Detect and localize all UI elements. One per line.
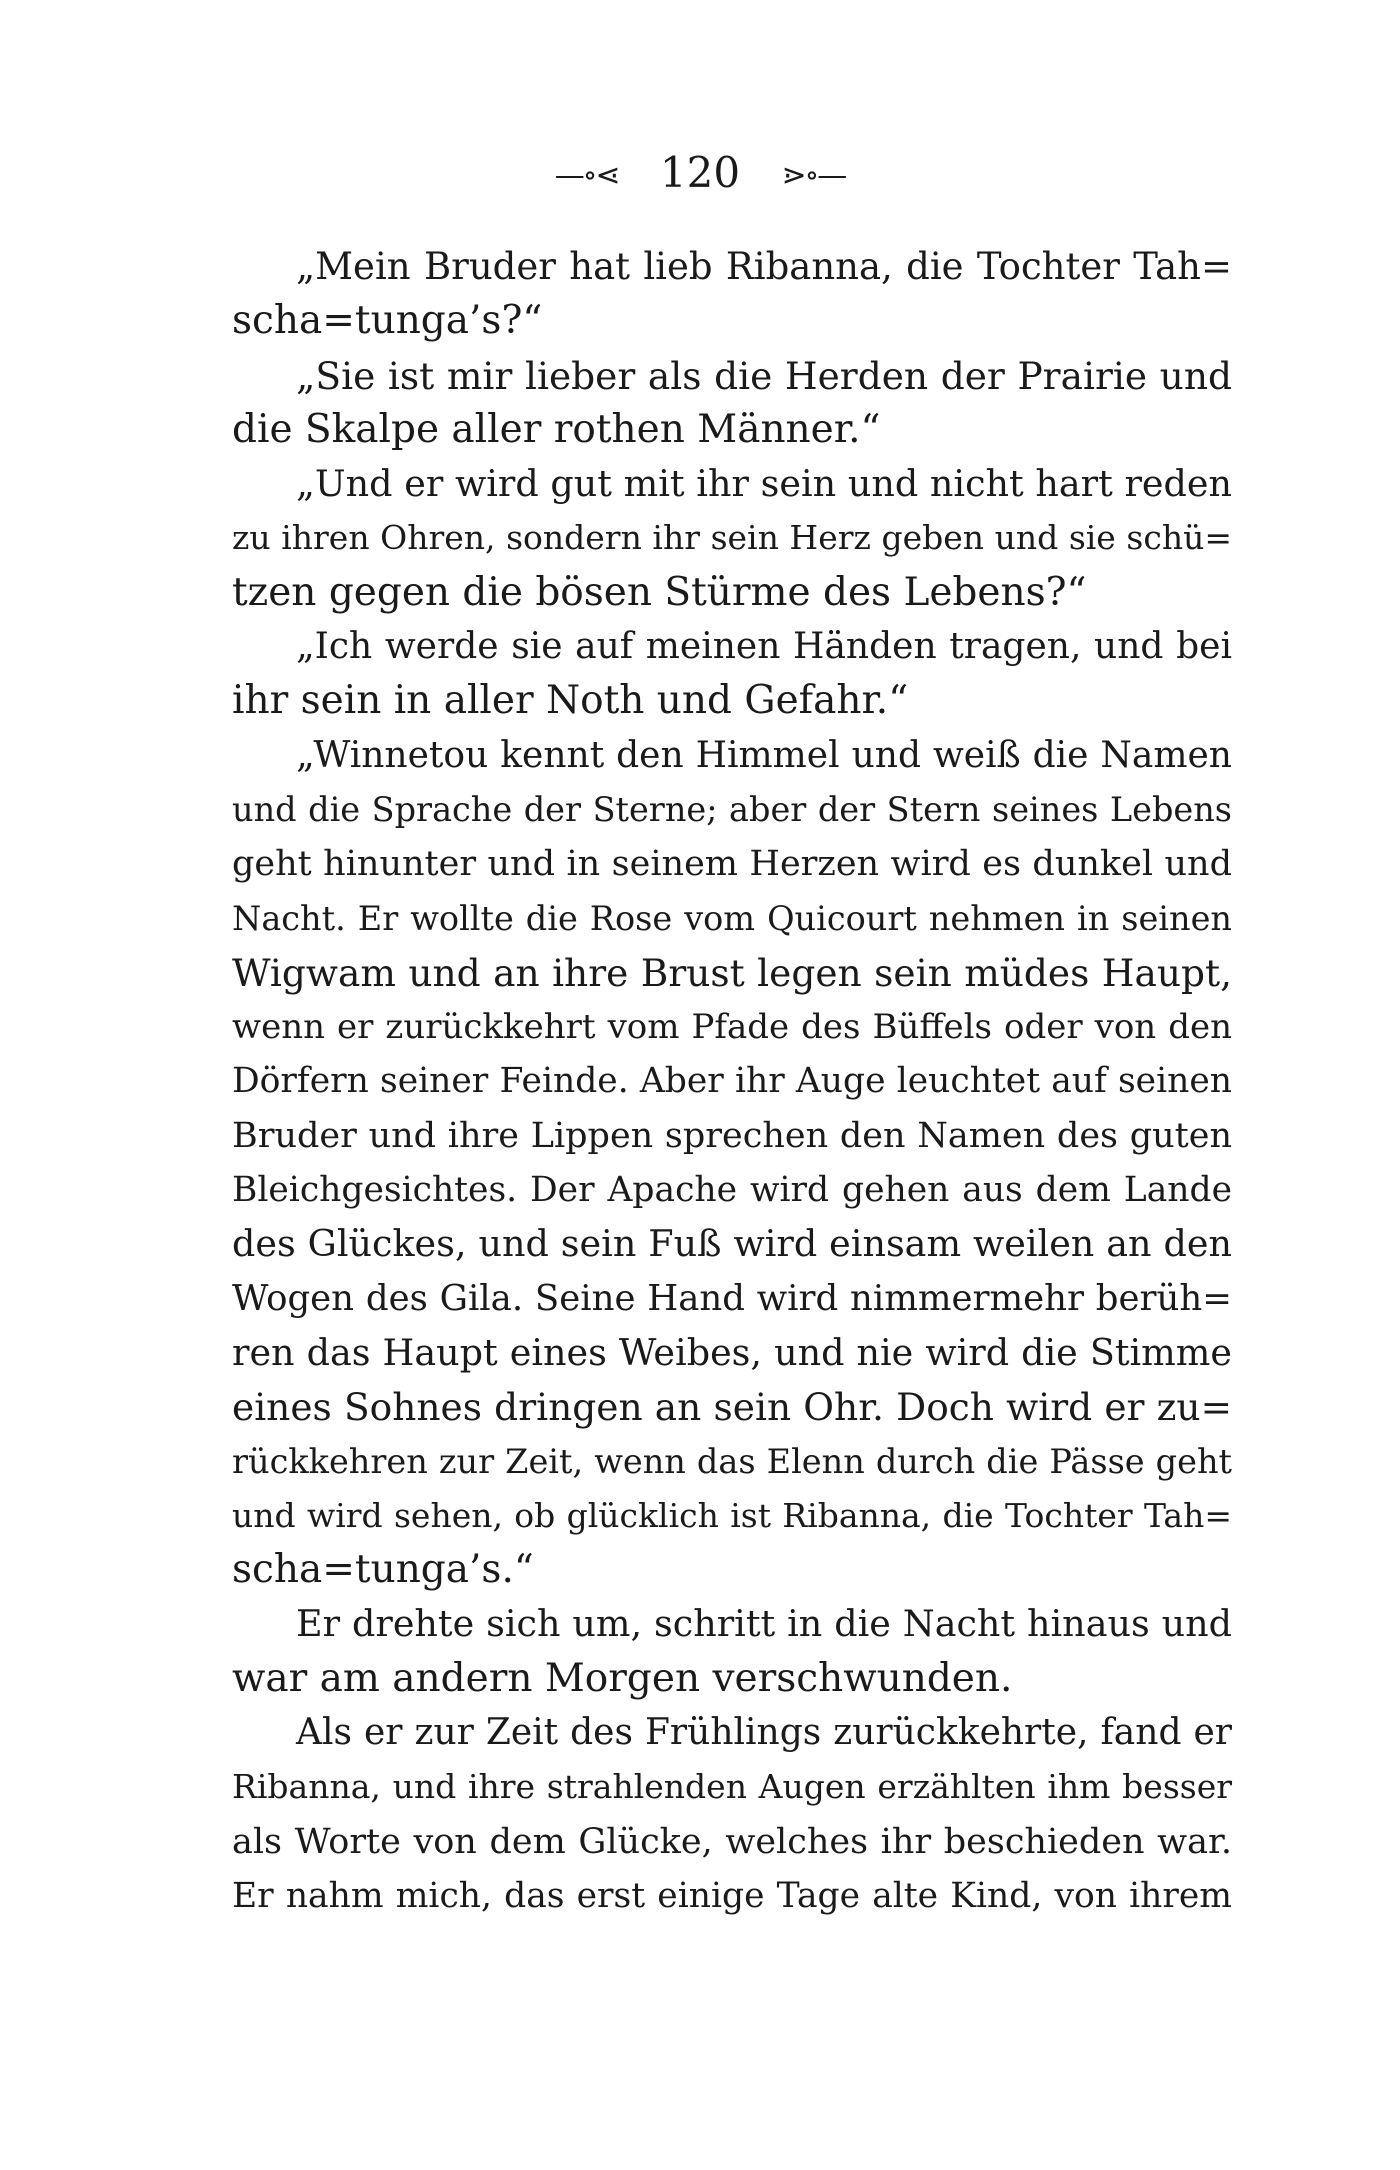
- right-ornament: ⋗∘—: [781, 158, 846, 193]
- page-number: 120: [659, 148, 741, 197]
- text-line: ren das Haupt eines Weibes, und nie wird die Stimme: [232, 1330, 1232, 1374]
- text-line: Nacht. Er wollte die Rose vom Quicourt nehmen in seinen: [232, 898, 1232, 938]
- text-line: „Winnetou kennt den Himmel und weiß die Namen: [296, 734, 1232, 776]
- text-line: scha=tunga’s?“: [232, 298, 543, 344]
- body-text: [232, 240, 1232, 1923]
- text-line: wenn er zurückkehrt vom Pfade des Büffels oder von den: [232, 1007, 1232, 1048]
- text-line: Wogen des Gila. Seine Hand wird nimmermehr berüh=: [232, 1277, 1232, 1319]
- text-line: die Skalpe aller rothen Männer.“: [232, 406, 881, 452]
- text-line: tzen gegen die bösen Stürme des Lebens?“: [232, 569, 1087, 615]
- text-line: zu ihren Ohren, sondern ihr sein Herz geben und sie schü=: [232, 518, 1232, 558]
- text-line: und die Sprache der Sterne; aber der Stern seines Lebens: [232, 789, 1232, 829]
- text-line: Als er zur Zeit des Frühlings zurückkehrte, fand er: [296, 1712, 1232, 1754]
- text-line: Wigwam und an ihre Brust legen sein müdes Haupt,: [232, 950, 1232, 995]
- text-line: Bruder und ihre Lippen sprechen den Namen des guten: [232, 1115, 1232, 1156]
- text-line: „Sie ist mir lieber als die Herden der Prairie und: [296, 353, 1232, 398]
- text-line: eines Sohnes dringen an sein Ohr. Doch wird er zu=: [232, 1385, 1232, 1430]
- text-line: geht hinunter und in seinem Herzen wird es dunkel und: [232, 844, 1232, 885]
- text-line: ihr sein in aller Noth und Gefahr.“: [232, 678, 909, 724]
- text-line: Er nahm mich, das erst einige Tage alte Kind, von ihrem: [232, 1875, 1232, 1916]
- text-line: Dörfern seiner Feinde. Aber ihr Auge leuchtet auf seinen: [232, 1061, 1232, 1102]
- page-header: [0, 148, 1400, 201]
- text-line: und wird sehen, ob glücklich ist Ribanna, die Tochter Tah=: [232, 1495, 1232, 1535]
- text-line: rückkehren zur Zeit, wenn das Elenn durch die Pässe geht: [232, 1441, 1232, 1481]
- text-line: Er drehte sich um, schritt in die Nacht hinaus und: [296, 1602, 1232, 1646]
- text-line: war am andern Morgen verschwunden.: [232, 1655, 1013, 1701]
- text-line: Bleichgesichtes. Der Apache wird gehen aus dem Lande: [232, 1170, 1232, 1211]
- left-ornament: —∘⋖: [554, 158, 619, 193]
- text-line: „Mein Bruder hat lieb Ribanna, die Tochter Tah=: [296, 245, 1232, 288]
- text-line: Ribanna, und ihre strahlenden Augen erzählten ihm besser: [232, 1767, 1232, 1807]
- text-line: des Glückes, und sein Fuß wird einsam weilen an den: [232, 1222, 1232, 1266]
- text-line: scha=tunga’s.“: [232, 1547, 534, 1593]
- text-line: als Worte von dem Glücke, welches ihr beschieden war.: [232, 1821, 1232, 1862]
- text-line: „Ich werde sie auf meinen Händen tragen, und bei: [296, 626, 1232, 668]
- text-line: „Und er wird gut mit ihr sein und nicht hart reden: [296, 462, 1232, 506]
